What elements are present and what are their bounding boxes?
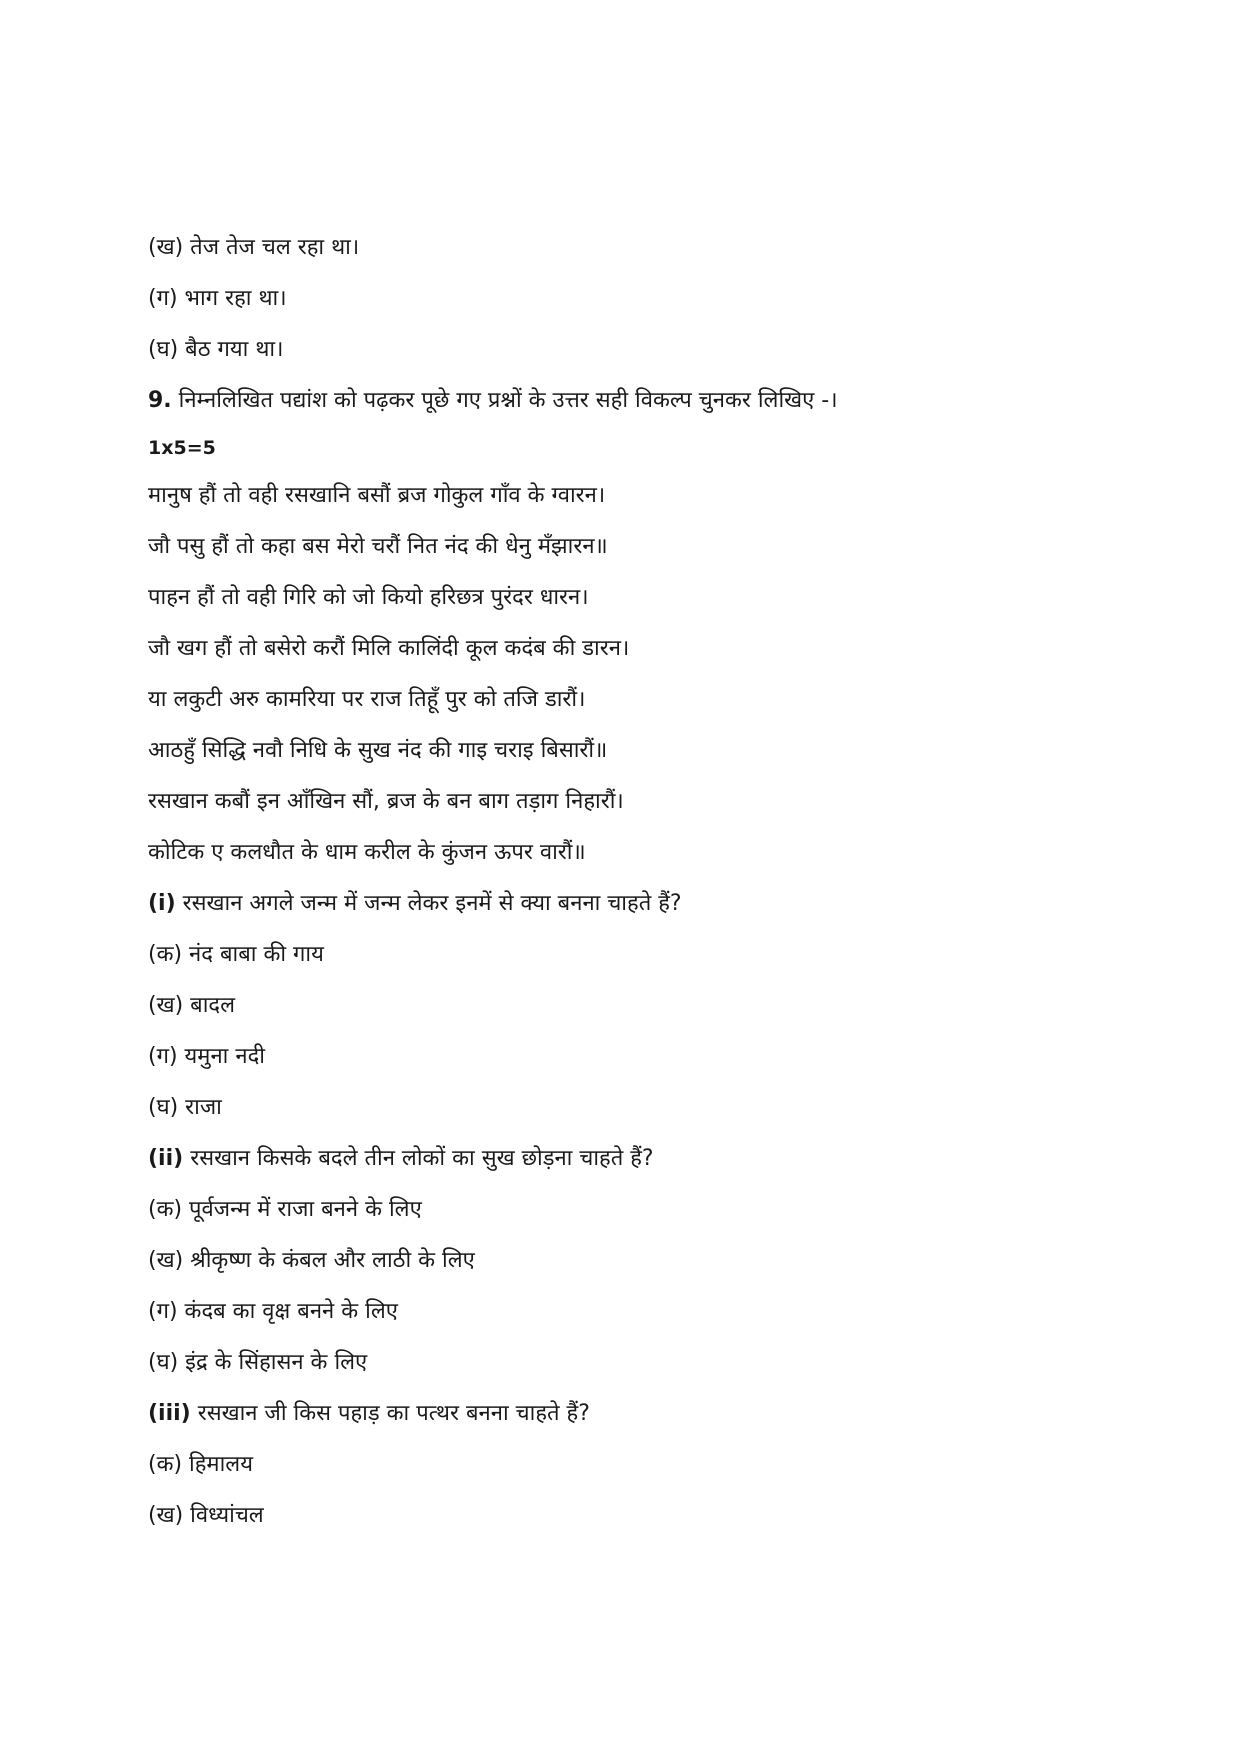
sub-question-text: रसखान किसके बदले तीन लोकों का सुख छोड़ना चाहते हैं? bbox=[190, 1146, 654, 1171]
option-line: (घ) इंद्र के सिंहासन के लिए bbox=[148, 1350, 368, 1375]
poem-line: या लकुटी अरु कामरिया पर राज तिहूँ पुर को तजि डारौं। bbox=[148, 687, 586, 712]
sub-question-label: (ii) bbox=[148, 1146, 184, 1171]
document-page bbox=[148, 222, 1148, 1541]
poem-line: कोटिक ए कलधौत के धाम करील के कुंजन ऊपर वारौं॥ bbox=[148, 840, 586, 865]
sub-question-label: (iii) bbox=[148, 1401, 191, 1426]
option-line: (ख) तेज तेज चल रहा था। bbox=[148, 235, 360, 260]
marks-label: 1x5=5 bbox=[148, 437, 216, 459]
option-line: (ग) भाग रहा था। bbox=[148, 286, 287, 311]
option-line: (ग) यमुना नदी bbox=[148, 1044, 265, 1069]
option-line: (ख) श्रीकृष्ण के कंबल और लाठी के लिए bbox=[148, 1248, 475, 1273]
option-line: (क) पूर्वजन्म में राजा बनने के लिए bbox=[148, 1197, 422, 1222]
sub-question-iii bbox=[148, 1388, 1148, 1439]
option-line: (क) हिमालय bbox=[148, 1452, 253, 1477]
sub-question-text: रसखान जी किस पहाड़ का पत्थर बनना चाहते हैं? bbox=[197, 1401, 590, 1426]
question-9 bbox=[148, 375, 1148, 426]
option-line: (ख) बादल bbox=[148, 993, 236, 1018]
sub-question-text: रसखान अगले जन्म में जन्म लेकर इनमें से क्या बनना चाहते हैं? bbox=[182, 891, 682, 916]
sub-question-ii bbox=[148, 1133, 1148, 1184]
poem-block bbox=[148, 470, 1148, 878]
poem-line: जौ पसु हौं तो कहा बस मेरो चरौं नित नंद की धेनु मँझारन॥ bbox=[148, 534, 608, 559]
option-line: (क) नंद बाबा की गाय bbox=[148, 942, 324, 967]
question-number: 9. bbox=[148, 388, 172, 413]
option-line: (ख) विध्यांचल bbox=[148, 1503, 264, 1528]
poem-line: जौ खग हौं तो बसेरो करौं मिलि कालिंदी कूल कदंब की डारन। bbox=[148, 636, 630, 661]
sub-question-label: (i) bbox=[148, 891, 176, 916]
poem-line: आठहुँ सिद्धि नवौ निधि के सुख नंद की गाइ चराइ बिसारौं॥ bbox=[148, 738, 608, 763]
poem-line: मानुष हौं तो वही रसखानि बसौं ब्रज गोकुल गाँव के ग्वारन। bbox=[148, 483, 606, 508]
option-line: (ग) कंदब का वृक्ष बनने के लिए bbox=[148, 1299, 398, 1324]
sub-question-i bbox=[148, 878, 1148, 929]
option-line: (घ) बैठ गया था। bbox=[148, 337, 284, 362]
poem-line: पाहन हौं तो वही गिरि को जो कियो हरिछत्र पुरंदर धारन। bbox=[148, 585, 589, 610]
poem-line: रसखान कबौं इन आँखिन सौं, ब्रज के बन बाग तड़ाग निहारौं। bbox=[148, 789, 624, 814]
question-text: निम्नलिखित पद्यांश को पढ़कर पूछे गए प्रश्नों के उत्तर सही विकल्प चुनकर लिखिए -। bbox=[178, 388, 838, 413]
option-line: (घ) राजा bbox=[148, 1095, 222, 1120]
